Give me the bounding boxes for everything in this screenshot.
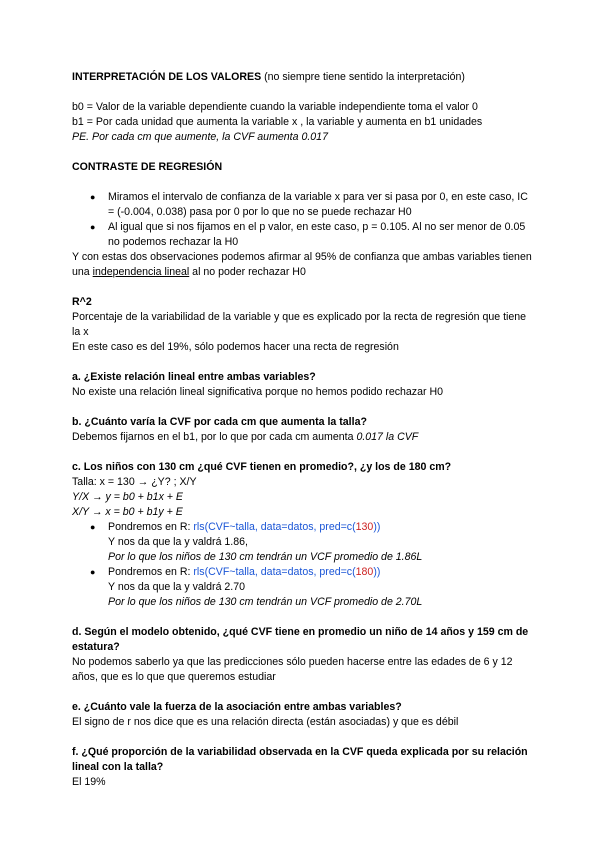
prediction-conclusion: Por lo que los niños de 130 cm tendrán un VCF promedio de 1.86L	[108, 551, 423, 563]
bullet-icon: ●	[90, 192, 96, 202]
answer-b-value: 0.017 la CVF	[356, 431, 419, 443]
talla-line: Talla: x = 130 → ¿Y? ; X/Y	[72, 476, 197, 488]
b0-definition: b0 = Valor de la variable dependiente cuando la variable independiente toma el valor 0	[72, 101, 478, 113]
contraste-bullet-2: Al igual que si nos fijamos en el p valor, en este caso, p = 0.105. Al no ser menor de 0.05 no podemos rechazar la H0	[108, 221, 526, 248]
answer-b-text: Debemos fijarnos en el b1, por lo que por cada cm aumenta	[72, 431, 357, 443]
contraste-conclusion	[72, 250, 532, 280]
list-item	[72, 520, 532, 565]
conclusion-text-post: al no poder rechazar H0	[189, 266, 306, 278]
answer-b	[72, 430, 532, 445]
list-item	[72, 220, 532, 250]
prediction-prefix: Pondremos en R:	[108, 521, 194, 533]
interpretacion-note: (no siempre tiene sentido la interpretación)	[261, 71, 465, 83]
prediction-list	[72, 520, 532, 610]
b1-example: PE. Por cada cm que aumente, la CVF aumenta 0.017	[72, 131, 328, 143]
conclusion-text-pre: Y con estas dos observaciones podemos afirmar al 95% de confianza que ambas variables tienen una	[72, 251, 532, 278]
b1-definition: b1 = Por cada unidad que aumenta la variable x , la variable y aumenta en b1 unidades	[72, 116, 483, 128]
r2-definition: Porcentaje de la variabilidad de la variable y que es explicado por la recta de regresión que tiene la x	[72, 311, 527, 338]
r2-heading: R^2	[72, 296, 92, 308]
question-d: d. Según el modelo obtenido, ¿qué CVF tiene en promedio un niño de 14 años y 159 cm de estatura?	[72, 626, 529, 653]
r-code-start: rls(CVF~talla, data=datos, pred=c(	[193, 521, 356, 533]
list-item	[72, 565, 532, 610]
model-yx: Y/X → y = b0 + b1x + E	[72, 491, 184, 503]
question-e: e. ¿Cuánto vale la fuerza de la asociación entre ambas variables?	[72, 701, 402, 713]
prediction-conclusion: Por lo que los niños de 130 cm tendrán un VCF promedio de 2.70L	[108, 596, 423, 608]
question-c: c. Los niños con 130 cm ¿qué CVF tienen en promedio?, ¿y los de 180 cm?	[72, 461, 452, 473]
bullet-icon: ●	[90, 522, 96, 532]
model-xy: X/Y → x = b0 + b1y + E	[72, 506, 183, 518]
interpretacion-heading	[72, 70, 532, 85]
answer-a: No existe una relación lineal significativa porque no hemos podido rechazar H0	[72, 386, 443, 398]
prediction-result: Y nos da que la y valdrá 1.86,	[108, 536, 248, 548]
document-content	[72, 70, 532, 790]
answer-e: El signo de r nos dice que es una relación directa (están asociadas) y que es débil	[72, 716, 459, 728]
bullet-icon: ●	[90, 222, 96, 232]
r-code	[193, 566, 380, 578]
r-code-end: ))	[373, 521, 381, 533]
answer-f: El 19%	[72, 776, 106, 788]
question-b: b. ¿Cuánto varía la CVF por cada cm que aumenta la talla?	[72, 416, 367, 428]
answer-d: No podemos saberlo ya que las predicciones sólo pueden hacerse entre las edades de 6 y 12 años, que es lo que que queremos estudiar	[72, 656, 513, 683]
independencia-lineal-link[interactable]: independencia lineal	[92, 266, 190, 278]
contraste-heading: CONTRASTE DE REGRESIÓN	[72, 161, 223, 173]
contraste-list	[72, 190, 532, 250]
r2-value: En este caso es del 19%, sólo podemos hacer una recta de regresión	[72, 341, 399, 353]
question-f: f. ¿Qué proporción de la variabilidad observada en la CVF queda explicada por su relación lineal con la talla?	[72, 746, 528, 773]
r-code-start: rls(CVF~talla, data=datos, pred=c(	[193, 566, 356, 578]
prediction-prefix: Pondremos en R:	[108, 566, 194, 578]
contraste-bullet-1: Miramos el intervalo de confianza de la variable x para ver si pasa por 0, en este caso, IC = (-0.004, 0.038) pasa por 0 por lo que no se puede rechazar H0	[108, 191, 528, 218]
list-item	[72, 190, 532, 220]
r-code-value: 180	[355, 566, 374, 578]
r-code-end: ))	[373, 566, 381, 578]
r-code-value: 130	[355, 521, 374, 533]
bullet-icon: ●	[90, 567, 96, 577]
interpretacion-title: INTERPRETACIÓN DE LOS VALORES	[72, 71, 262, 83]
r-code	[193, 521, 380, 533]
question-a: a. ¿Existe relación lineal entre ambas variables?	[72, 371, 316, 383]
prediction-result: Y nos da que la y valdrá 2.70	[108, 581, 246, 593]
